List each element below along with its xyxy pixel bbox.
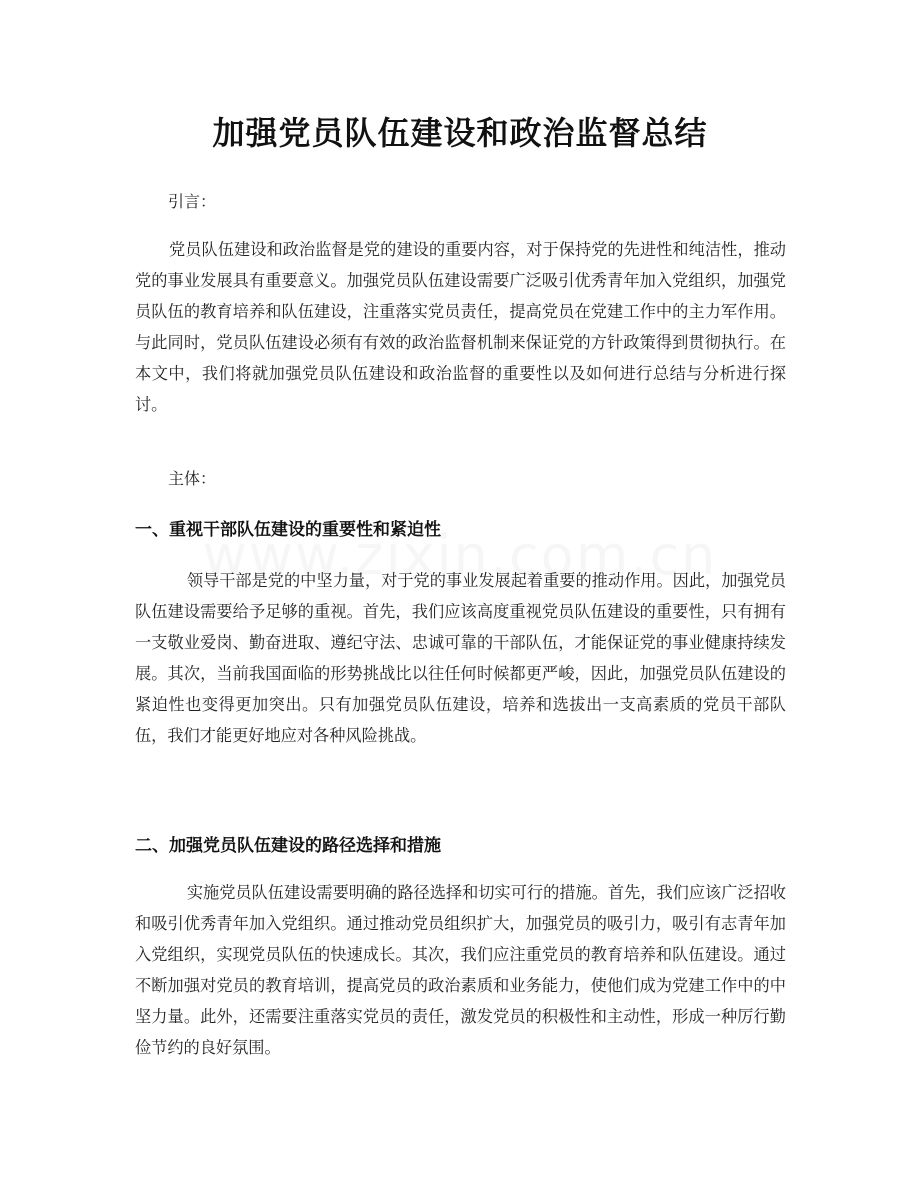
section-heading-2: 二、加强党员队伍建设的路径选择和措施 <box>135 836 441 856</box>
intro-paragraph: 党员队伍建设和政治监督是党的建设的重要内容，对于保持党的先进性和纯洁性，推动党的事业发展具有重要意义。加强党员队伍建设需要广泛吸引优秀青年加入党组织，加强党员队伍的教育培养和队伍建设，注重落实党员责任，提高党员在党建工作中的主力军作用。与此同时，党员队伍建设必须有有效的政治监督机制来保证党的方针政策得到贯彻执行。在本文中，我们将就加强党员队伍建设和政治监督的重要性以及如何进行总结与分析进行探讨。 <box>135 240 786 414</box>
section-paragraph-2: 实施党员队伍建设需要明确的路径选择和切实可行的措施。首先，我们应该广泛招收和吸引优秀青年加入党组织。通过推动党员组织扩大，加强党员的吸引力，吸引有志青年加入党组织，实现党员队伍的快速成长。其次，我们应注重党员的教育培养和队伍建设。通过不断加强对党员的教育培训，提高党员的政治素质和业务能力，使他们成为党建工作中的中坚力量。此外，还需要注重落实党员的责任，激发党员的积极性和主动性，形成一种厉行勤俭节约的良好氛围。 <box>135 883 786 1057</box>
document-title: 加强党员队伍建设和政治监督总结 <box>212 114 708 152</box>
intro-label: 引言： <box>168 192 217 211</box>
section-heading-1: 一、重视干部队伍建设的重要性和紧迫性 <box>135 520 441 540</box>
body-label: 主体： <box>168 469 217 488</box>
section-paragraph-1: 领导干部是党的中坚力量，对于党的事业发展起着重要的推动作用。因此，加强党员队伍建设需要给予足够的重视。首先，我们应该高度重视党员队伍建设的重要性，只有拥有一支敬业爱岗、勤奋进取、遵纪守法、忠诚可靠的干部队伍，才能保证党的事业健康持续发展。其次，当前我国面临的形势挑战比以往任何时候都更严峻，因此，加强党员队伍建设的紧迫性也变得更加突出。只有加强党员队伍建设，培养和选拔出一支高素质的党员干部队伍，我们才能更好地应对各种风险挑战。 <box>135 571 786 745</box>
